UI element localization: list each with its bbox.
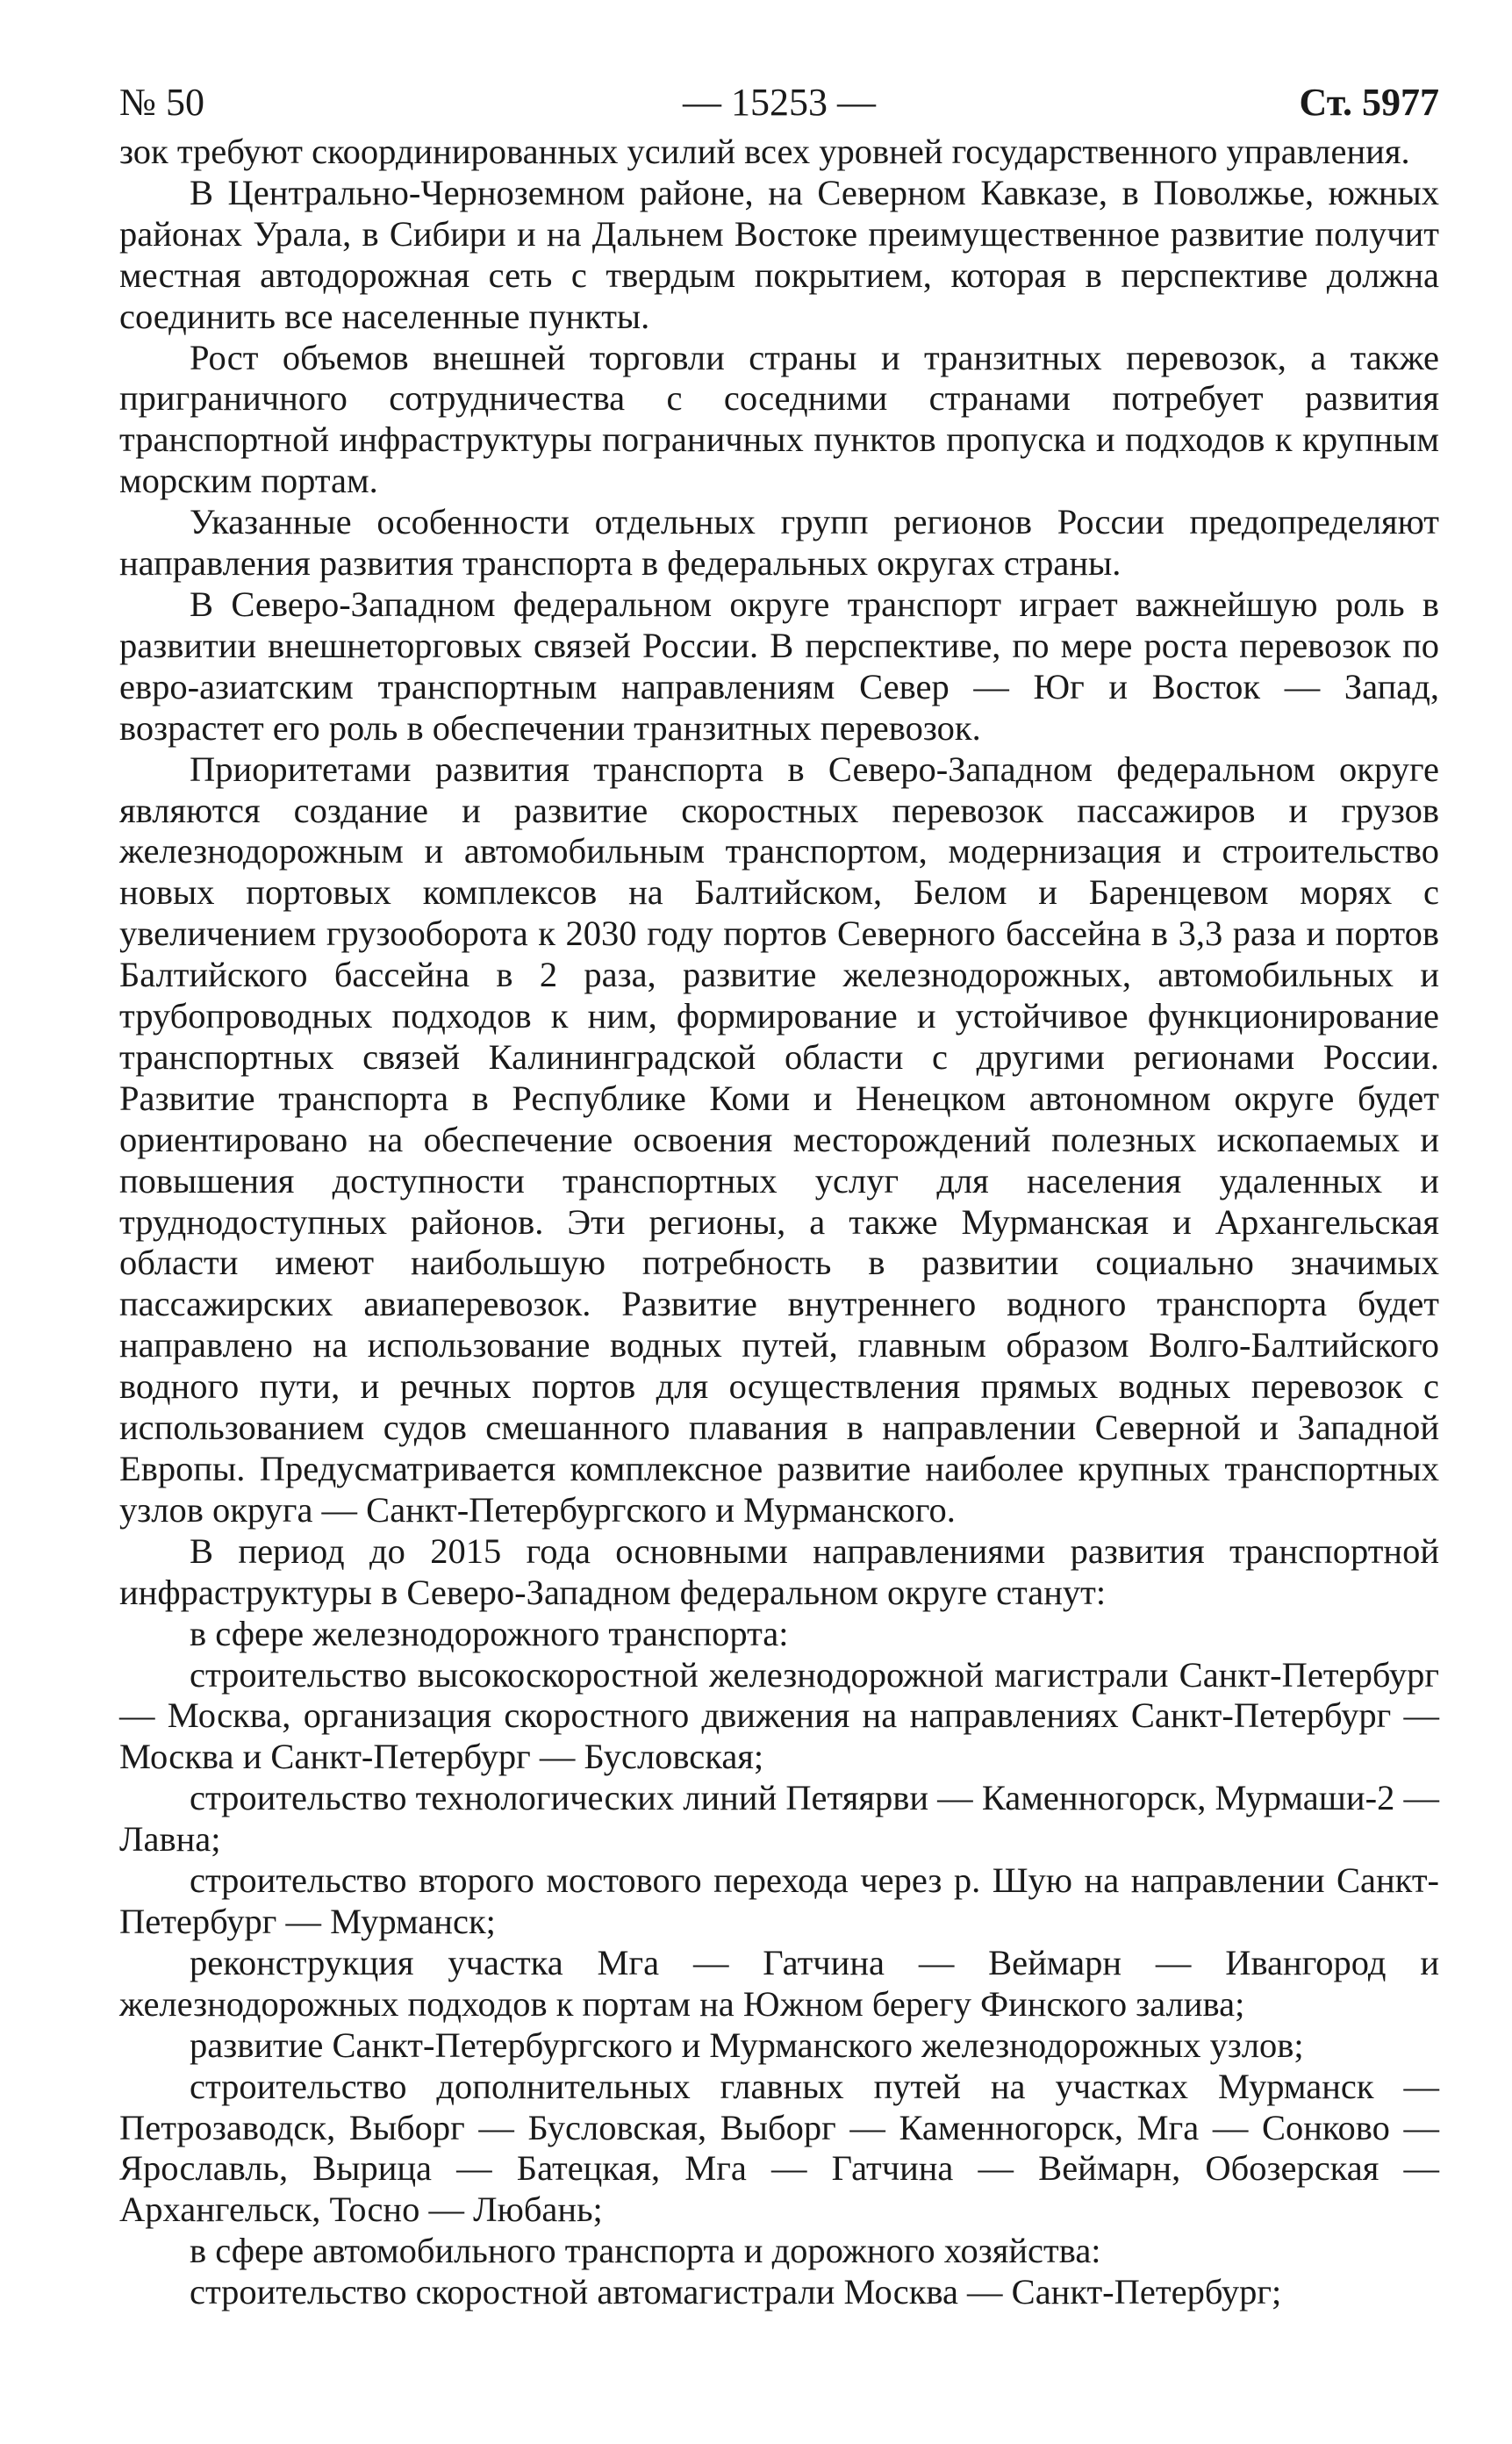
page-number: — 15253 —: [683, 81, 876, 124]
paragraph: в сфере железнодорожного транспорта:: [190, 1613, 789, 1653]
paragraph: строительство второго мостового перехода через р. Шую на направлении Санкт-Петербург — Мурманск;: [119, 1860, 1439, 1941]
document-page: [119, 75, 1439, 2313]
paragraph: Указанные особенности отдельных групп регионов России предопределяют направления развития транспорта в федеральных округах страны.: [119, 502, 1439, 584]
paragraph: Приоритетами развития транспорта в Северо-Западном федеральном округе являются создание и развитие скоростных перевозок пассажиров и грузов железнодорожным и автомобильным транспортом, модернизация и строительство новых портовых комплексов на Балтийском, Белом и Баренцевом морях с увеличением грузооборота к 2030 году портов Северного бассейна в 3,3 раза и портов Балтийского бассейна в 2 раза, развитие железнодорожных, автомобильных и трубопроводных подходов к ним, формирование и устойчивое функционирование транспортных связей Калининградской области с другими регионами России. Развитие транспорта в Республике Коми и Ненецком автономном округе будет ориентировано на обеспечение освоения месторождений полезных ископаемых и повышения доступности транспортных услуг для населения удаленных и труднодоступных районов. Эти регионы, а также Мурманская и Архангельская области имеют наибольшую потребность в развитии социально значимых пассажирских авиаперевозок. Развитие внутреннего водного транспорта будет направлено на использование водных путей, главным образом Волго-Балтийского водного пути, и речных портов для осуществления прямых водных перевозок с использованием судов смешанного плавания в направлении Северной и Западной Европы. Предусматривается комплексное развитие наиболее крупных транспортных узлов округа — Санкт-Петербургского и Мурманского.: [119, 749, 1439, 1530]
paragraph: строительство дополнительных главных путей на участках Мурманск — Петрозаводск, Выборг — Бусловская, Выборг — Каменногорск, Мга — Сонково — Ярославль, Вырица — Батецкая, Мга — Гатчина — Веймарн, Обозерская — Архангельск, Тосно — Любань;: [119, 2066, 1439, 2230]
paragraph: строительство скоростной автомагистрали Москва — Санкт-Петербург;: [190, 2272, 1282, 2312]
article-number: Ст. 5977: [1299, 81, 1439, 124]
paragraph: Рост объемов внешней торговли страны и транзитных перевозок, а также приграничного сотрудничества с соседними странами потребует развития транспортной инфраструктуры пограничных пунктов пропуска и подходов к крупным морским портам.: [119, 337, 1439, 501]
page-header: [119, 75, 1439, 130]
paragraph: развитие Санкт-Петербургского и Мурманского железнодорожных узлов;: [190, 2025, 1304, 2065]
body-text: [119, 132, 1439, 2313]
paragraph: зок требуют скоординированных усилий всех уровней государственного управления.: [119, 132, 1410, 171]
paragraph: в сфере автомобильного транспорта и дорожного хозяйства:: [190, 2231, 1101, 2271]
paragraph: В Центрально-Черноземном районе, на Северном Кавказе, в Поволжье, южных районах Урала, в Сибири и на Дальнем Востоке преимущественное развитие получит местная автодорожная сеть с твердым покрытием, которая в перспективе должна соединить все населенные пункты.: [119, 172, 1439, 336]
paragraph: реконструкция участка Мга — Гатчина — Веймарн — Ивангород и железнодорожных подходов к портам на Южном берегу Финского залива;: [119, 1942, 1439, 2024]
paragraph: В Северо-Западном федеральном округе транспорт играет важнейшую роль в развитии внешнеторговых связей России. В перспективе, по мере роста перевозок по евро-азиатским транспортным направлениям Север — Юг и Восток — Запад, возрастет его роль в обеспечении транзитных перевозок.: [119, 584, 1439, 748]
paragraph: строительство технологических линий Петяярви — Каменногорск, Мурмаши-2 — Лавна;: [119, 1778, 1439, 1860]
paragraph: строительство высокоскоростной железнодорожной магистрали Санкт-Петербург — Москва, организация скоростного движения на направлениях Санкт-Петербург — Москва и Санкт-Петербург — Бусловская;: [119, 1654, 1439, 1777]
issue-number: № 50: [119, 81, 204, 124]
paragraph: В период до 2015 года основными направлениями развития транспортной инфраструктуры в Северо-Западном федеральном округе станут:: [119, 1530, 1439, 1612]
